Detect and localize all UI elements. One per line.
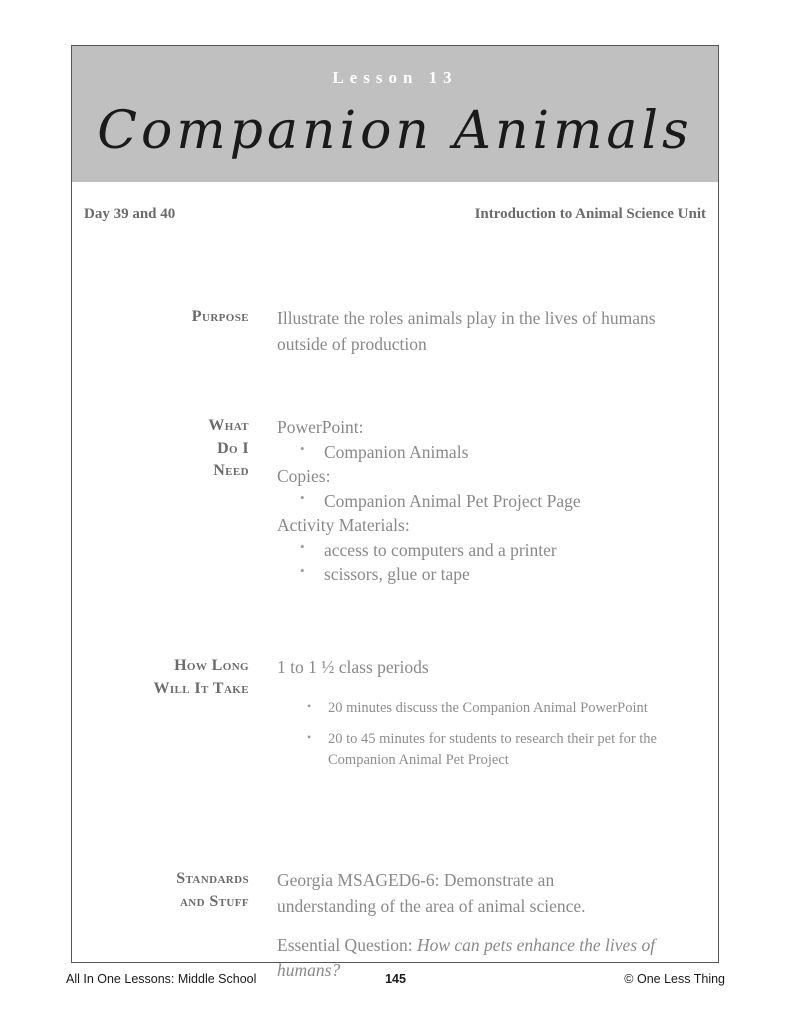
section-label-materials: [72, 415, 249, 483]
materials-heading-powerpoint: PowerPoint:: [277, 417, 364, 437]
footer-series-title: All In One Lessons: Middle School: [66, 972, 257, 986]
materials-list-activity: [277, 538, 710, 587]
materials-label-line-3: Need: [213, 462, 249, 480]
list-item: • 20 minutes discuss the Companion Animal PowerPoint: [277, 698, 710, 719]
footer-page-number: 145: [385, 972, 406, 986]
meta-row: [72, 182, 718, 234]
materials-list-powerpoint: [277, 440, 710, 465]
materials-label-line-2: Do I: [217, 439, 249, 457]
lesson-number: Lesson 13: [332, 68, 458, 87]
standard-line-1: Georgia MSAGED6-6: Demonstrate an: [277, 870, 555, 890]
standard-line-2: understanding of the area of animal science.: [277, 895, 586, 916]
list-item: • access to computers and a printer: [277, 538, 710, 563]
list-item: • 20 to 45 minutes for students to research their pet for the Companion Animal Pet Project: [277, 729, 710, 771]
duration-label-line-2: Will It Take: [153, 679, 249, 697]
duration-label-line-1: How Long: [174, 657, 249, 674]
section-body-duration: [277, 655, 710, 781]
standards-label-line-2: and Stuff: [179, 892, 249, 910]
materials-heading-activity: Activity Materials:: [277, 515, 410, 535]
section-label-purpose: Purpose: [191, 308, 249, 325]
list-item: • Companion Animals: [277, 440, 710, 465]
lesson-title: Companion Animals: [97, 101, 693, 161]
materials-heading-copies: Copies:: [277, 466, 331, 486]
essential-question-label: Essential Question:: [277, 935, 413, 955]
purpose-line-2: outside of production: [277, 333, 427, 354]
section-body-materials: [277, 415, 710, 587]
purpose-line-1: Illustrate the roles animals play in the lives of humans: [277, 308, 656, 328]
duration-summary: 1 to 1 ½ class periods: [277, 657, 429, 677]
footer-copyright: © One Less Thing: [624, 972, 725, 986]
page-footer: [66, 972, 725, 996]
title-band: [72, 46, 718, 182]
materials-label-line-1: What: [208, 417, 249, 434]
materials-list-copies: [277, 489, 710, 514]
list-item: • scissors, glue or tape: [277, 562, 710, 587]
list-item: • Companion Animal Pet Project Page: [277, 489, 710, 514]
section-body-standards: [277, 868, 710, 982]
section-label-standards: [72, 868, 249, 913]
essential-question-text: How can pets enhance the lives of humans?: [277, 935, 656, 980]
section-label-duration: [72, 655, 249, 700]
duration-breakdown-list: [277, 698, 710, 771]
unit-name: Introduction to Animal Science Unit: [474, 206, 706, 222]
standards-label-line-1: Standards: [176, 870, 249, 887]
day-range: Day 39 and 40: [84, 206, 176, 222]
section-body-purpose: [277, 306, 710, 356]
